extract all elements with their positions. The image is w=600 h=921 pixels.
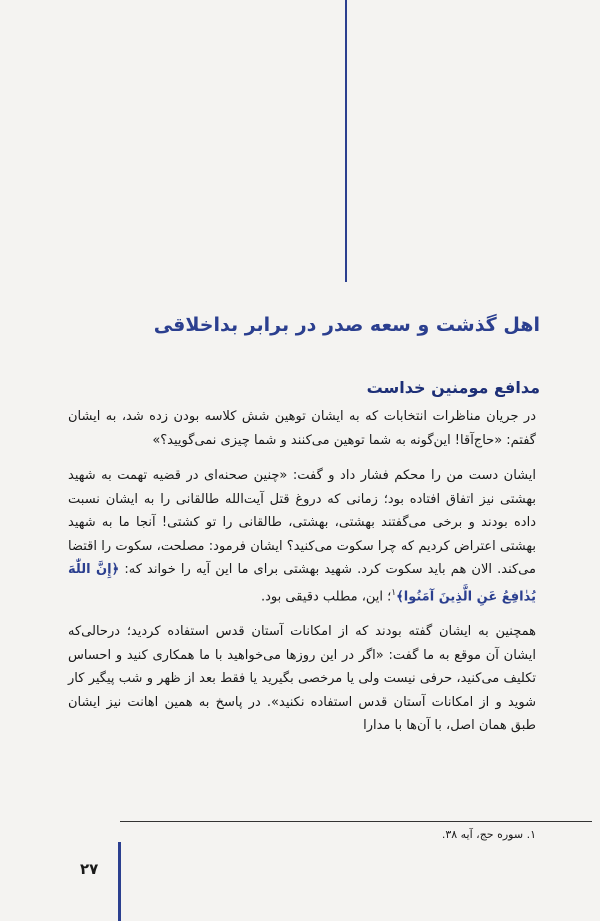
paragraph-2-text: ایشان دست من را محکم فشار داد و گفت: «چنین صحنه‌ای در قضیه تهمت به شهید بهشتی نیز اتفاق افتاده بود؛ زمانی که دروغ قتل آیت‌الله طالقانی را به ایشان نسبت داده بودند و برخی می‌گفتند بهشتی، بهشتی، طالقانی را تو کشتی! آنجا ما به شهید بهشتی اعتراض کردیم که چرا سکوت می‌کنید؟ ایشان فرمود: مصلحت، سکوت را اقتضا می‌کند. الان هم باید سکوت کرد. شهید بهشتی برای ما این آیه را خواند که: (68, 468, 536, 577)
bottom-decorative-rule (118, 842, 121, 921)
page-number: ۲۷ (80, 860, 99, 878)
paragraph-3: همچنین به ایشان گفته بودند که از امکانات آستان قدس استفاده کردید؛ درحالی‌که ایشان آن موقع به ما گفت: «اگر در این روزها می‌خواهید با ما همکاری کنید و احساس تکلیف می‌کنید، حرفی نیست ولی یا مرخصی بگیرید یا فقط بعد از ظهر و شب پیگیر کار شوید و از امکانات آستان قدس استفاده نکنید». در پاسخ به همین اهانت نیز ایشان طبق همان اصل، با آن‌ها با مدارا (68, 624, 536, 734)
footnote: ۱. سوره حج، آیه ۳۸. (441, 828, 536, 841)
chapter-title: اهل گذشت و سعه صدر در برابر بداخلاقی (153, 314, 540, 336)
top-decorative-rule (345, 0, 347, 282)
footnote-reference: ۱ (391, 587, 397, 598)
body-text (68, 405, 536, 750)
section-title: مدافع مومنین خداست (366, 378, 540, 397)
paragraph-1: در جریان مناظرات انتخابات که به ایشان توهین شش کلاسه بودن زده شد، به ایشان گفتم: «حاج‌آقا! این‌گونه به شما توهین می‌کنند و شما چیزی نمی‌گویید؟» (68, 409, 536, 448)
quran-verse: ﴿إِنَّ اللّٰهَ يُدٰافِعُ عَنِ الَّذِينَ آمَنُوا﴾ (68, 562, 536, 604)
paragraph-2 (68, 464, 536, 608)
paragraph-2-ending: ؛ این، مطلب دقیقی بود. (261, 588, 392, 604)
footnote-divider (120, 821, 592, 822)
